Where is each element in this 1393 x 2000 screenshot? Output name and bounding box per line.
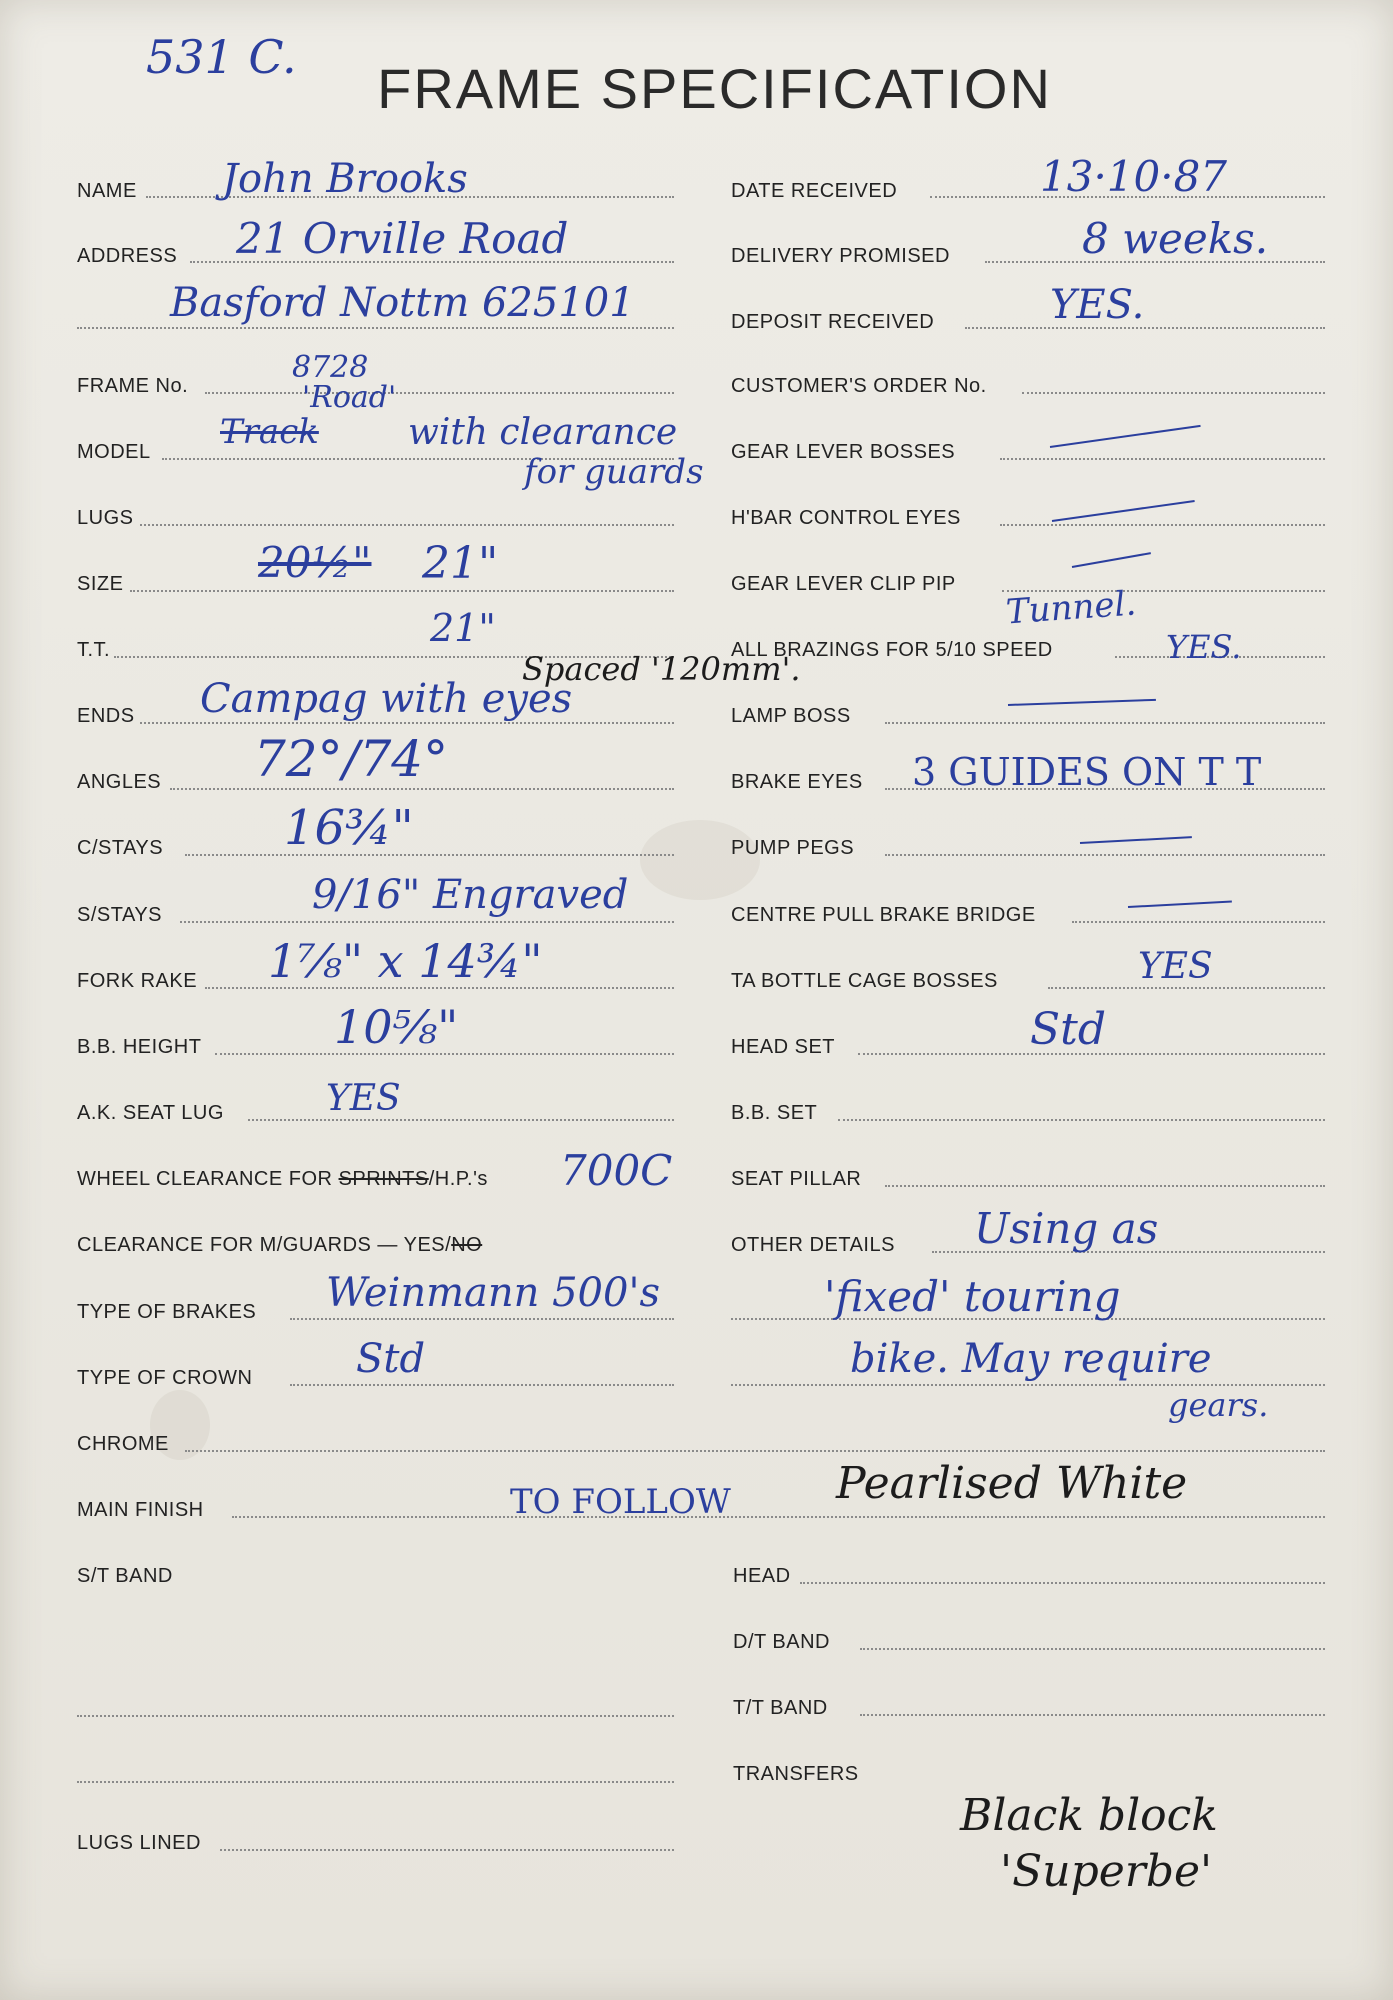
label-lamp-boss: LAMP BOSS [731,705,851,727]
value-ends: Campag with eyes [200,676,573,722]
dotted-line [1022,392,1325,394]
value-address: 21 Orville Road [236,214,569,263]
ref-number: 531 C. [146,30,297,84]
label-ta-bottle: TA BOTTLE CAGE BOSSES [731,970,998,992]
value-ak-seat-lug: YES [326,1078,401,1119]
label-head-set: HEAD SET [731,1036,836,1058]
value-wheel-clearance: 700C [560,1146,673,1195]
label-st-band: S/T BAND [77,1565,173,1587]
label-date-received: DATE RECEIVED [731,180,898,202]
label-type-of-crown: TYPE OF CROWN [77,1367,253,1389]
dash-mark [1052,500,1195,522]
value-date-received: 13·10·87 [1040,152,1228,201]
value-other-details-line3: bike. May require [850,1336,1212,1382]
value-fork-rake: 1⅞" x 14¾" [268,934,543,988]
dotted-line [248,1119,674,1121]
value-s-stays: 9/16" Engraved [312,872,629,918]
label-s-stays: S/STAYS [77,904,163,926]
label-deposit-received: DEPOSIT RECEIVED [731,311,935,333]
dash-mark [1080,836,1192,844]
dotted-line [180,921,674,923]
dotted-line [220,1849,674,1851]
dotted-line [860,1714,1325,1716]
value-frame-no: 8728 [292,350,369,385]
dash-mark [1072,552,1151,568]
label-ends: ENDS [77,705,135,727]
dotted-line [290,1384,674,1386]
dotted-line [232,1516,1325,1518]
dotted-line [170,788,674,790]
dotted-line [77,1715,674,1717]
value-size-struck: 20½" [258,538,372,587]
label-other-details: OTHER DETAILS [731,1234,895,1256]
value-deposit-received: YES. [1050,282,1145,328]
value-angles: 72°/74° [254,730,449,788]
value-model-struck: Track [220,412,319,452]
dash-mark [1008,699,1156,706]
label-part: CLEARANCE FOR M/GUARDS — YES/ [77,1234,452,1256]
dotted-line [1000,458,1325,460]
value-transfers-line2: 'Superbe' [1000,1846,1213,1897]
label-brake-eyes: BRAKE EYES [731,771,863,793]
dotted-line [885,722,1325,724]
label-wheel-clearance [77,1168,488,1191]
label-name: NAME [77,180,137,202]
label-gear-lever-bosses: GEAR LEVER BOSSES [731,441,956,463]
label-struck-part: NO [451,1234,483,1256]
label-type-of-brakes: TYPE OF BRAKES [77,1301,257,1323]
dotted-line [77,1781,674,1783]
value-address-line2: Basford Nottm 625101 [170,280,635,326]
value-other-details-line4: gears. [1168,1386,1269,1424]
label-frame-no: FRAME No. [77,375,189,397]
label-all-brazings: ALL BRAZINGS FOR 5/10 SPEED [731,639,1053,661]
label-chrome: CHROME [77,1433,169,1455]
value-type-of-brakes: Weinmann 500's [326,1270,660,1316]
label-delivery-promised: DELIVERY PROMISED [731,245,950,267]
value-gear-lever-clip-pip: Tunnel. [1004,583,1138,633]
label-part: /H.P.'s [428,1168,488,1190]
value-name: John Brooks [222,156,468,202]
label-main-finish: MAIN FINISH [77,1499,204,1521]
value-main-finish-note: TO FOLLOW [510,1482,731,1522]
value-ta-bottle: YES [1138,946,1213,987]
dotted-line [860,1648,1325,1650]
label-c-stays: C/STAYS [77,837,164,859]
dotted-line [1000,524,1325,526]
value-other-details-line2: 'fixed' touring [824,1272,1121,1321]
label-customers-order-no: CUSTOMER'S ORDER No. [731,375,987,397]
label-lugs: LUGS [77,507,134,529]
label-dt-band: D/T BAND [733,1631,830,1653]
dotted-line [140,524,674,526]
label-centre-pull: CENTRE PULL BRAKE BRIDGE [731,904,1036,926]
label-tt: T.T. [77,639,111,661]
label-ak-seat-lug: A.K. SEAT LUG [77,1102,224,1124]
value-ends-note: Spaced '120mm'. [522,650,801,688]
value-model: with clearance [408,412,678,453]
label-pump-pegs: PUMP PEGS [731,837,855,859]
value-transfers-line1: Black block [960,1790,1218,1841]
dotted-line [1048,987,1325,989]
value-delivery-promised: 8 weeks. [1082,214,1269,263]
label-lugs-lined: LUGS LINED [77,1832,201,1854]
label-part: WHEEL CLEARANCE FOR [77,1168,339,1190]
dotted-line [800,1582,1325,1584]
value-main-finish: Pearlised White [836,1458,1188,1509]
label-clearance-mguards [77,1234,482,1257]
dotted-line [140,722,674,724]
value-c-stays: 16¾" [284,800,414,856]
label-bb-set: B.B. SET [731,1102,818,1124]
value-brake-eyes: 3 GUIDES ON T T [912,750,1262,794]
value-model-line2: for guards [524,452,704,492]
label-fork-rake: FORK RAKE [77,970,198,992]
value-other-details-line1: Using as [974,1204,1159,1253]
paper-stain [640,820,760,900]
label-transfers: TRANSFERS [733,1763,859,1785]
label-bb-height: B.B. HEIGHT [77,1036,202,1058]
value-size: 21" [422,538,499,589]
label-model: MODEL [77,441,151,463]
dotted-line [965,327,1325,329]
label-angles: ANGLES [77,771,162,793]
value-type-of-crown: Std [356,1336,426,1382]
dotted-line [130,590,674,592]
label-head: HEAD [733,1565,791,1587]
label-gear-lever-clip-pip: GEAR LEVER CLIP PIP [731,573,956,595]
dash-mark [1050,425,1201,448]
value-tt: 21" [430,606,496,650]
label-struck-part: SPRINTS [338,1168,429,1190]
dotted-line [290,1318,674,1320]
dotted-line [185,854,674,856]
dotted-line [205,392,674,394]
label-size: SIZE [77,573,124,595]
dotted-line [77,327,674,329]
dotted-line [885,854,1325,856]
label-tt-band: T/T BAND [733,1697,828,1719]
label-seat-pillar: SEAT PILLAR [731,1168,862,1190]
dotted-line [885,1185,1325,1187]
value-head-set: Std [1030,1004,1106,1055]
label-hbar-control-eyes: H'BAR CONTROL EYES [731,507,961,529]
value-all-brazings: YES. [1166,628,1242,666]
label-address: ADDRESS [77,245,178,267]
page-title: FRAME SPECIFICATION [377,57,1052,120]
dash-mark [1128,901,1232,908]
value-model-inserted: 'Road' [302,380,397,415]
value-bb-height: 10⅝" [334,1000,459,1054]
dotted-line [185,1450,1325,1452]
dotted-line [1072,921,1325,923]
dotted-line [838,1119,1325,1121]
